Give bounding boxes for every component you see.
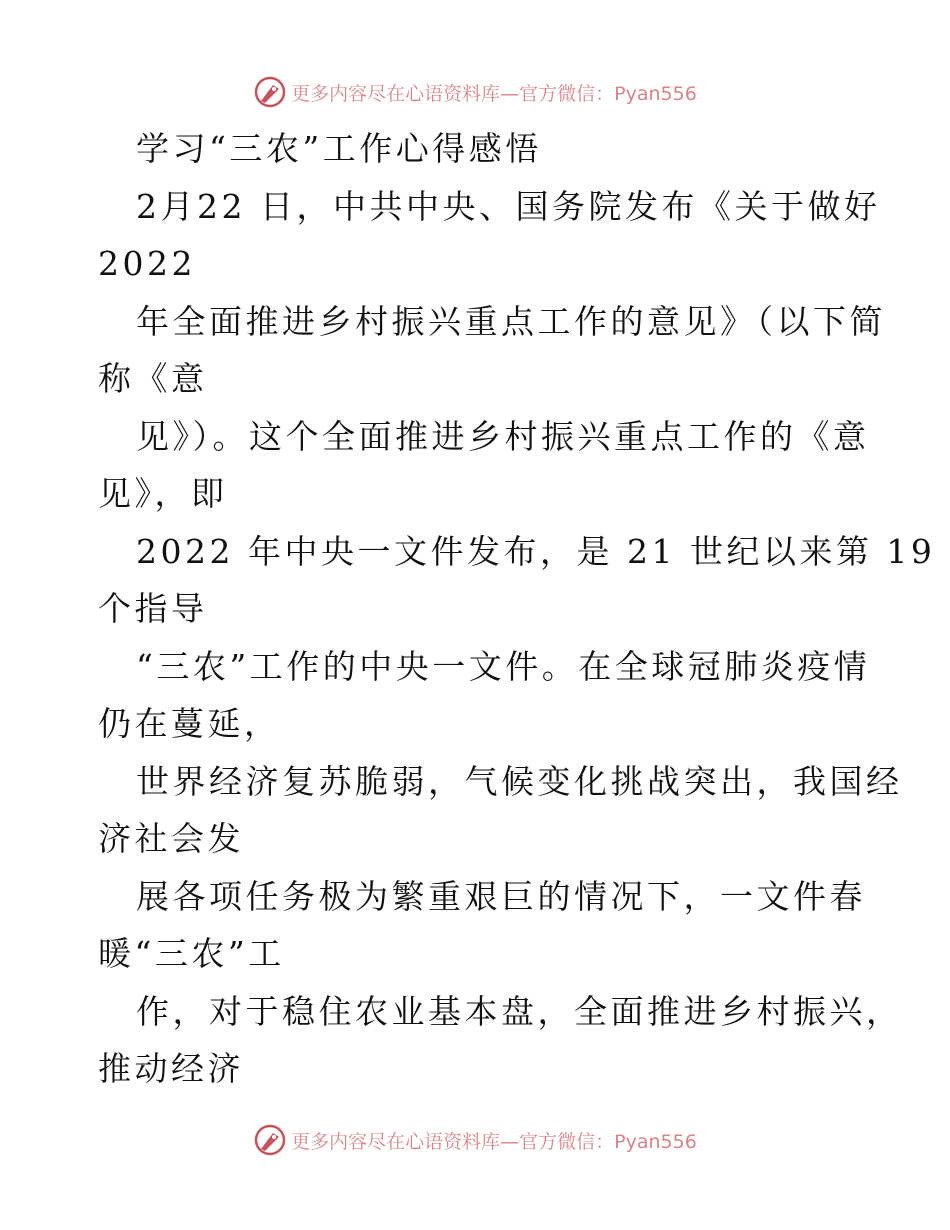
text-line: 世界经济复苏脆弱，气候变化挑战突出，我国经	[136, 761, 903, 801]
text-line: 2月22 日，中共中央、国务院发布《关于做好	[136, 186, 881, 226]
text-line: 见》）。这个全面推进乡村振兴重点工作的《意	[136, 416, 870, 456]
text-line: 展各项任务极为繁重艰巨的情况下，一文件春	[136, 876, 866, 916]
text-line: 仍在蔓延，	[98, 704, 281, 743]
text-line: 暖“三农”工	[98, 934, 285, 973]
text-line: 推动经济	[98, 1049, 244, 1088]
text-line: 作，对于稳住农业基本盘，全面推进乡村振兴，	[136, 991, 903, 1031]
footer-watermark	[0, 1120, 950, 1160]
document-title: 学习“三农”工作心得感悟	[136, 129, 542, 168]
pen-nib-logo-icon	[253, 1123, 287, 1157]
header-watermark	[0, 72, 950, 112]
text-line: 年全面推进乡村振兴重点工作的意见》（以下简	[136, 301, 886, 341]
document-body	[98, 120, 936, 1098]
text-line: 个指导	[98, 589, 208, 628]
watermark-text: 更多内容尽在心语资料库—官方微信：Pyan556	[291, 82, 697, 105]
text-line: 2022 年中央一文件发布，是 21 世纪以来第 19	[136, 531, 936, 571]
text-line: 见》，即	[98, 474, 228, 513]
text-line: “三农”工作的中央一文件。在全球冠肺炎疫情	[136, 646, 871, 686]
text-line: 2022	[98, 244, 196, 283]
watermark-text: 更多内容尽在心语资料库—官方微信：Pyan556	[291, 1130, 697, 1153]
text-line: 称《意	[98, 359, 208, 398]
text-line: 济社会发	[98, 819, 244, 858]
pen-nib-logo-icon	[253, 75, 287, 109]
